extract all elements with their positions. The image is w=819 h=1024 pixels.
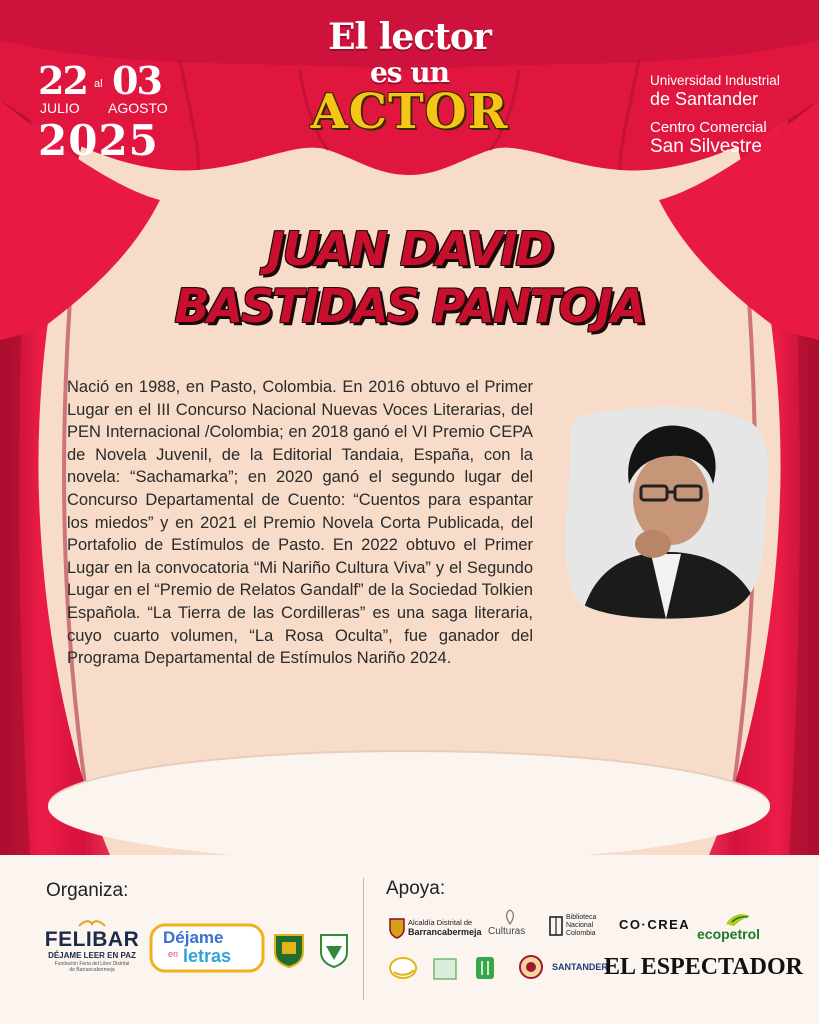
biblioteca-icon [548,915,564,937]
event-title-actor: ACTOR [310,84,509,140]
author-name-line1: JUAN DAVID [267,222,552,276]
ecopetrol-logo: ecopetrol [697,926,761,942]
dejame-word1: Déjame [163,928,224,947]
felibar-foundation-line1: Fundación Feria del Libro Distrital [54,961,130,967]
dejame-word3: letras [183,946,232,966]
culturas-logo-text: Culturas [488,926,526,937]
felibar-slogan: DÉJAME LEER EN PAZ [48,951,136,960]
date-connector: al [94,78,103,90]
felibar-logo [44,918,140,973]
event-title-line1: El lector [328,16,491,58]
organiza-label: Organiza: [46,880,129,901]
event-year: 2025 [38,116,159,165]
apoya-label: Apoya: [386,878,446,899]
santander-logo: SANTANDER [552,962,608,972]
footer-divider [363,878,364,1000]
venue1-line2: de Santander [650,89,759,109]
end-day: 03 [112,58,161,103]
culturas-emblem-icon [501,908,519,926]
dejame-word2: en [168,949,179,959]
alcaldia-line1: Alcaldía Distrital de [408,918,473,927]
venue2-line1: Centro Comercial [650,119,767,136]
biblioteca-logo [566,914,596,938]
venue2-line2: San Silvestre [650,136,762,157]
event-title-line2: es un [369,56,450,89]
stage-floor [48,752,770,855]
sponsor-round-seal-icon [518,954,544,980]
school-shield-icon [272,932,306,968]
author-biography: Nació en 1988, en Pasto, Colombia. En 2016 obtuvo el Primer Lugar en el III Concurso Nacional Nuevas Voces Literarias, del PEN Internacional /Colombia; en 2018 ganó el VI Premio CEPA de Novela Juvenil, de la Editorial Tandaia, España, con la novela: “Sachamarka”; en 2020 ganó el segundo lugar del Concurso Departamental de Cuento: “Cuentos para espantar los miedos” y en 2021 el Premio Novela Corta Publicada, del Portafolio de Estímulos de Pasto. En 2022 obtuvo el Primer Lugar en la convocatoria “Mi Nariño Cultura Viva” y el Segundo Lugar en el “Premio de Relatos Gandalf” de la Sociedad Tolkien Española. “La Tierra de las Cordilleras” es una saga literaria, cuyo cuarto volumen, “La Rosa Oculta”, fue ganador del Programa Departamental de Estímulos Nariño 2024. [67,378,533,668]
sponsor-green-square-icon [432,957,458,981]
author-name-line2: BASTIDAS PANTOJA [174,279,645,333]
institution-shield-icon [318,932,350,968]
venue1-line1: Universidad Industrial [650,73,780,88]
alcaldia-line2: Barrancabermeja [408,927,482,937]
start-month: JULIO [40,100,80,116]
biblioteca-line1: Biblioteca [566,914,597,921]
start-day: 22 [38,58,87,103]
book-icon [77,918,107,928]
biblioteca-line2: Nacional [566,922,594,929]
el-espectador-logo: EL ESPECTADOR [604,954,803,980]
sponsor-badge-yellow-icon [388,956,418,980]
alcaldia-crest-icon [388,915,406,939]
biblioteca-line3: Colombia [566,930,596,937]
dejame-en-letras-logo [149,923,265,973]
sponsor-green-shield-icon [474,955,496,981]
felibar-foundation-line2: de Barrancabermeja [69,967,115,973]
felibar-name: FELIBAR [44,928,140,951]
cocrea-logo: CO·CREA [619,917,691,932]
author-photo [561,404,771,619]
end-month: AGOSTO [108,100,168,116]
